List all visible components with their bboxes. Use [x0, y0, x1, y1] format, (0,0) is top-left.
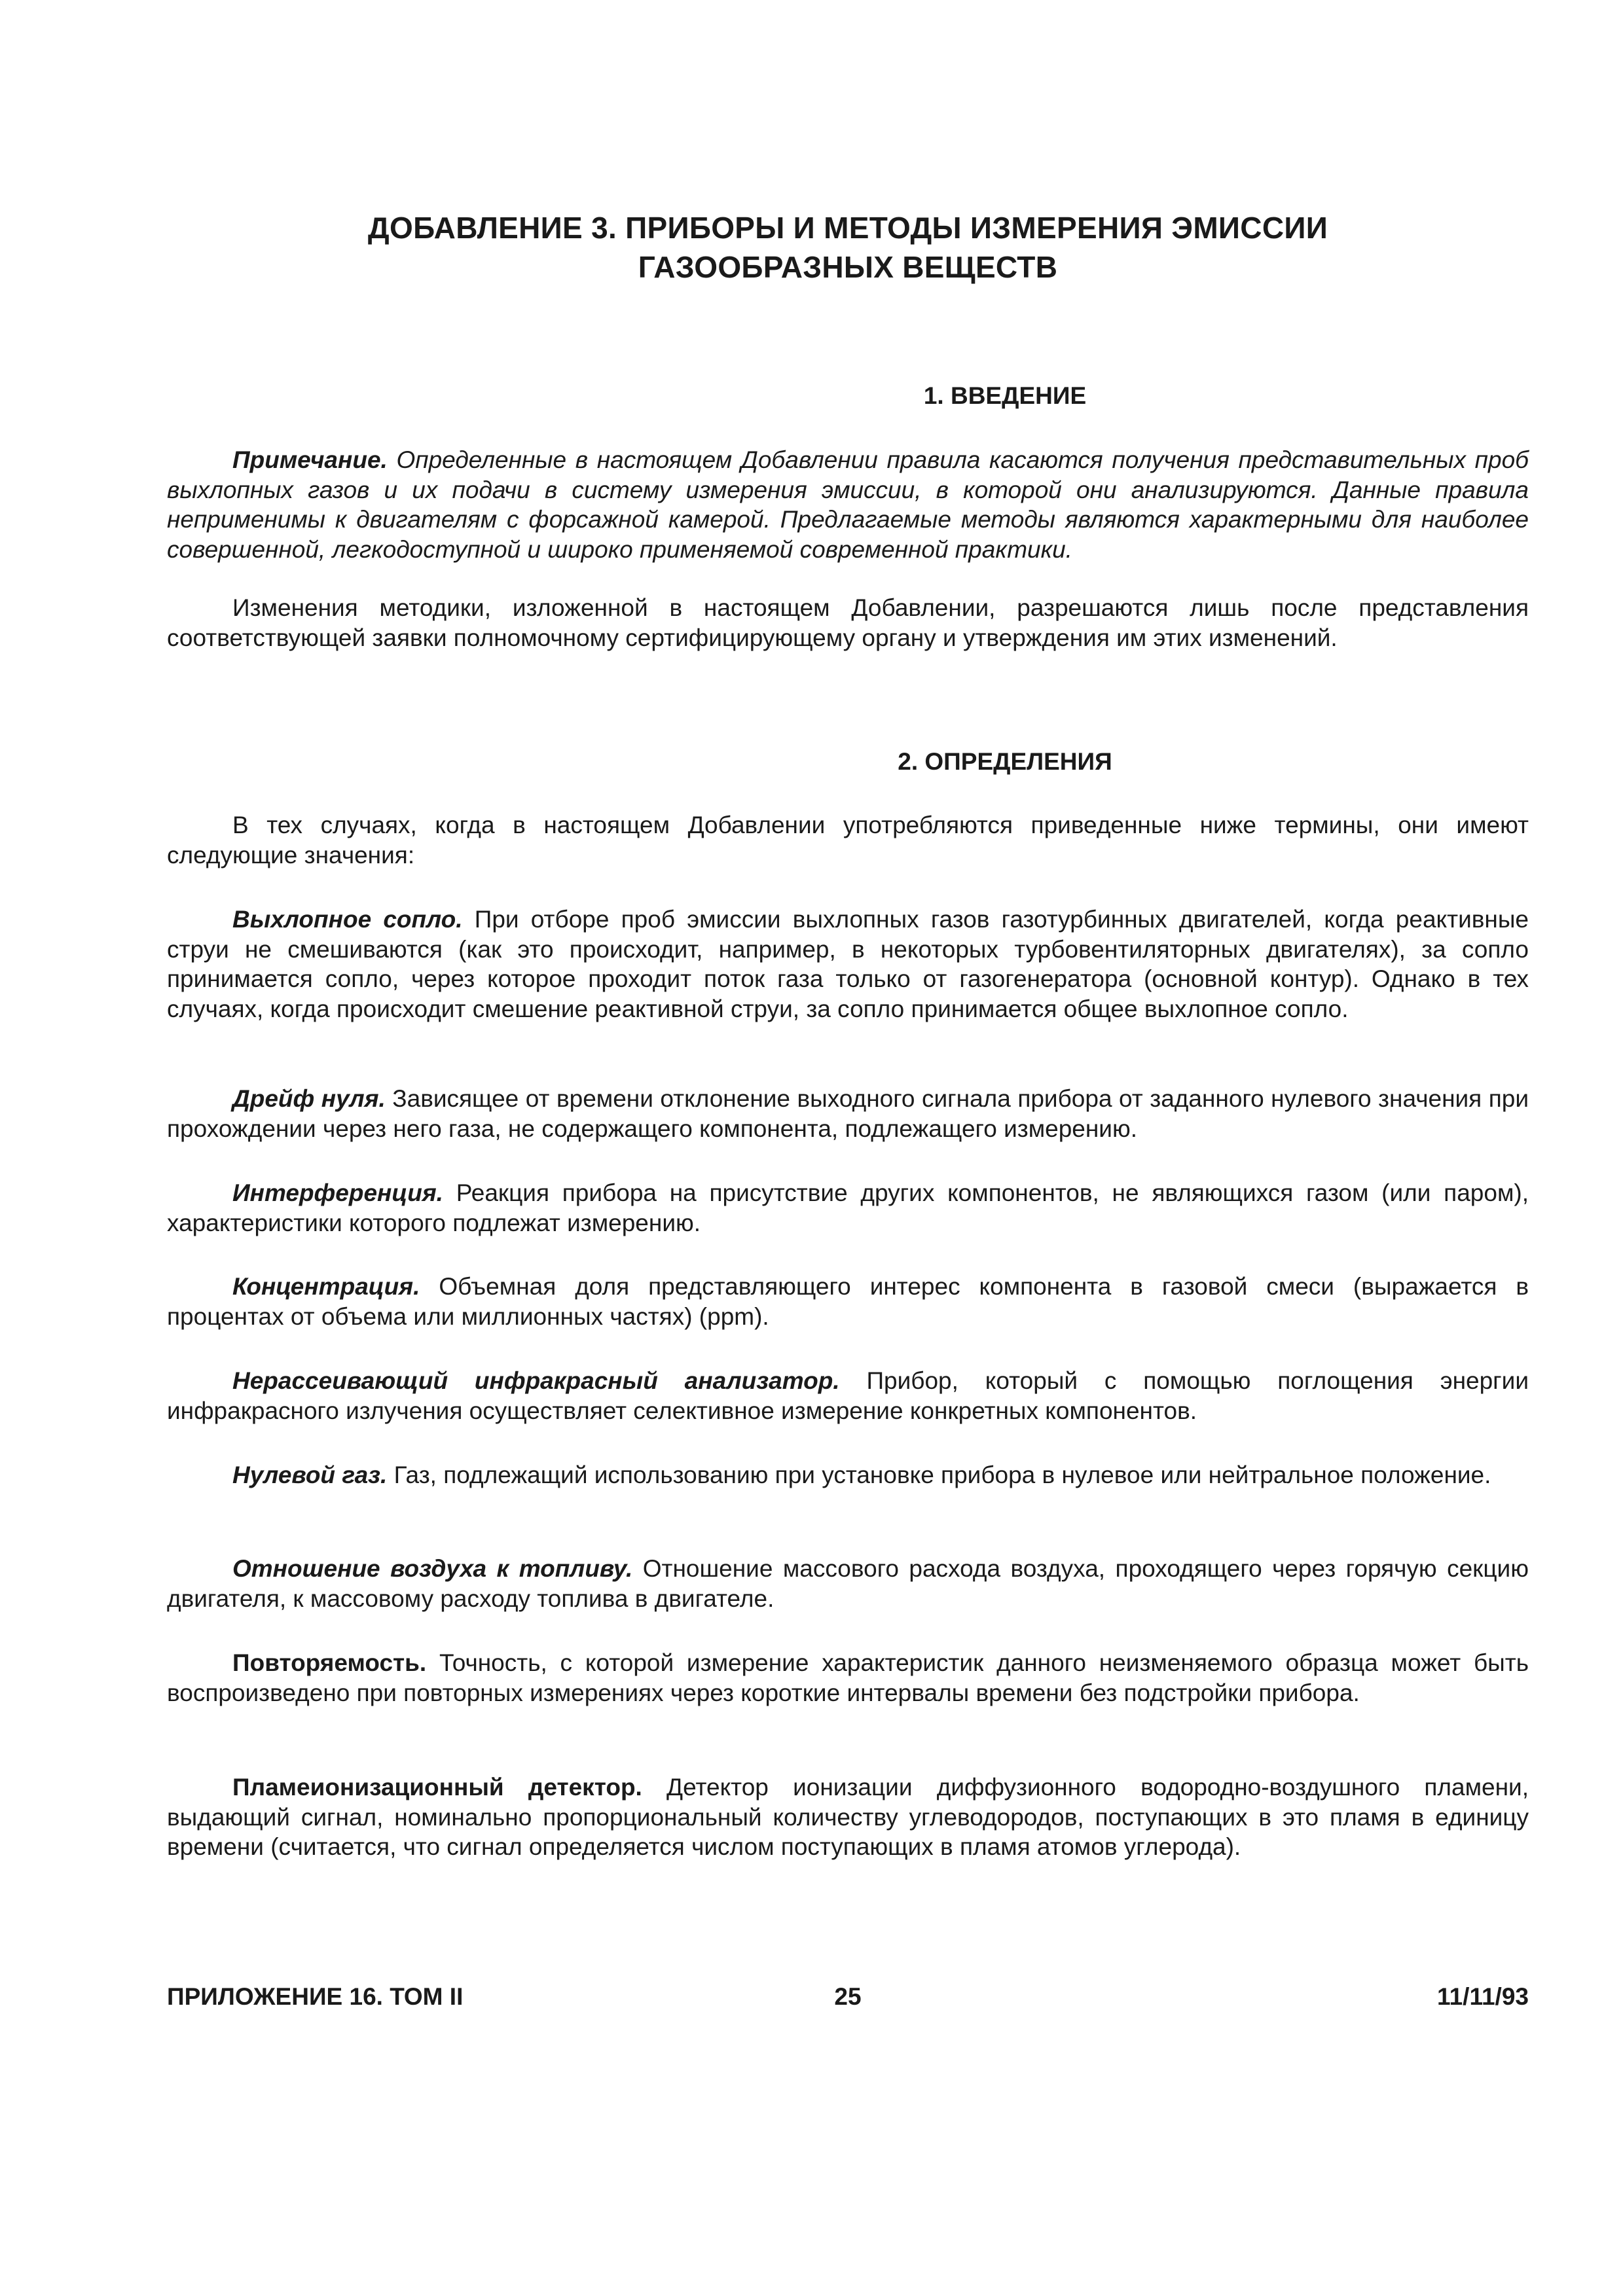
- definition-exhaust-nozzle: [167, 905, 1529, 1024]
- page-title-line-1: ДОБАВЛЕНИЕ 3. ПРИБОРЫ И МЕТОДЫ ИЗМЕРЕНИЯ ЭМИССИИ: [367, 211, 1328, 245]
- definition-term: Дрейф нуля.: [232, 1085, 386, 1112]
- definition-term: Повторяемость.: [232, 1649, 427, 1676]
- definition-concentration: [167, 1272, 1529, 1331]
- definition-term: Выхлопное сопло.: [232, 906, 463, 933]
- note-text: Определенные в настоящем Добавлении правила касаются получения представительных проб выхлопных газов и их подачи в систему измерения эмиссии, в которой они анализируются. Данные правила неприменимы к двигателям с форсажной камерой. Предлагаемые методы являются характерными для наиболее совершенной, легкодоступной и широко применяемой современной практики.: [167, 446, 1529, 563]
- definition-text: Точность, с которой измерение характеристик данного неизменяемого образца может быть воспроизведено при повторных измерениях через короткие интервалы времени без подстройки прибора.: [167, 1649, 1529, 1706]
- definition-term: Отношение воздуха к топливу.: [232, 1555, 633, 1582]
- note-label: Примечание.: [232, 446, 388, 473]
- definition-zero-drift: [167, 1084, 1529, 1143]
- section-heading-introduction: 1. ВВЕДЕНИЕ: [923, 382, 1087, 409]
- page-title: [167, 208, 1529, 287]
- definition-term: Интерференция.: [232, 1179, 443, 1206]
- definitions-intro-paragraph: [167, 810, 1529, 870]
- definition-term: Нерассеивающий инфракрасный анализатор.: [232, 1367, 840, 1394]
- changes-paragraph: [167, 593, 1529, 653]
- definition-term: Пламеионизационный детектор.: [232, 1774, 642, 1801]
- definition-term: Концентрация.: [232, 1273, 420, 1300]
- page-title-line-2: ГАЗООБРАЗНЫХ ВЕЩЕСТВ: [638, 250, 1058, 284]
- note-paragraph: [167, 445, 1529, 564]
- definition-text: Объемная доля представляющего интерес компонента в газовой смеси (выражается в процентах от объема или миллионных частях) (ppm).: [167, 1273, 1529, 1330]
- definition-repeatability: [167, 1648, 1529, 1708]
- footer-page-number: 25: [834, 1983, 862, 2010]
- changes-text: Изменения методики, изложенной в настоящем Добавлении, разрешаются лишь после представления соответствующей заявки полномочному сертифицирующему органу и утверждения им этих изменений.: [167, 594, 1529, 651]
- definition-term: Нулевой газ.: [232, 1462, 388, 1488]
- definition-text: Газ, подлежащий использованию при установке прибора в нулевое или нейтральное положение.: [387, 1462, 1491, 1488]
- footer-date: 11/11/93: [1437, 1983, 1529, 2010]
- definition-text: Зависящее от времени отклонение выходного сигнала прибора от заданного нулевого значения при прохождении через него газа, не содержащего компонента, подлежащего измерению.: [167, 1085, 1529, 1142]
- definition-interference: [167, 1178, 1529, 1238]
- definition-text: Реакция прибора на присутствие других компонентов, не являющихся газом (или паром), характеристики которого подлежат измерению.: [167, 1179, 1529, 1236]
- definition-text: Отношение массового расхода воздуха, проходящего через горячую секцию двигателя, к массовому расходу топлива в двигателе.: [167, 1555, 1529, 1612]
- definition-air-fuel-ratio: [167, 1554, 1529, 1613]
- definition-zero-gas: [167, 1460, 1529, 1490]
- definition-flame-ionization-detector: [167, 1772, 1529, 1862]
- definition-text: При отборе проб эмиссии выхлопных газов газотурбинных двигателей, когда реактивные струи не смешиваются (как это происходит, например, в некоторых турбовентиляторных двигателях), за сопло принимается сопло, через которое проходит поток газа только от газогенератора (основной контур). Однако в тех случаях, когда происходит смешение реактивной струи, за сопло принимается общее выхлопное сопло.: [167, 906, 1529, 1022]
- page-footer: [167, 1981, 1529, 2013]
- footer-document-name: ПРИЛОЖЕНИЕ 16. ТОМ II: [167, 1983, 464, 2010]
- definition-ndir-analyzer: [167, 1366, 1529, 1426]
- definitions-intro-text: В тех случаях, когда в настоящем Добавлении употребляются приведенные ниже термины, они имеют следующие значения:: [167, 812, 1529, 869]
- document-page: [167, 0, 1529, 2296]
- section-heading-definitions: 2. ОПРЕДЕЛЕНИЯ: [898, 748, 1112, 775]
- definition-text: Прибор, который с помощью поглощения энергии инфракрасного излучения осуществляет селективное измерение конкретных компонентов.: [167, 1367, 1529, 1424]
- definition-text: Детектор ионизации диффузионного водородно-воздушного пламени, выдающий сигнал, номинально пропорциональный количеству углеводородов, поступающих в это пламя в единицу времени (считается, что сигнал определяется числом поступающих в пламя атомов углерода).: [167, 1774, 1529, 1860]
